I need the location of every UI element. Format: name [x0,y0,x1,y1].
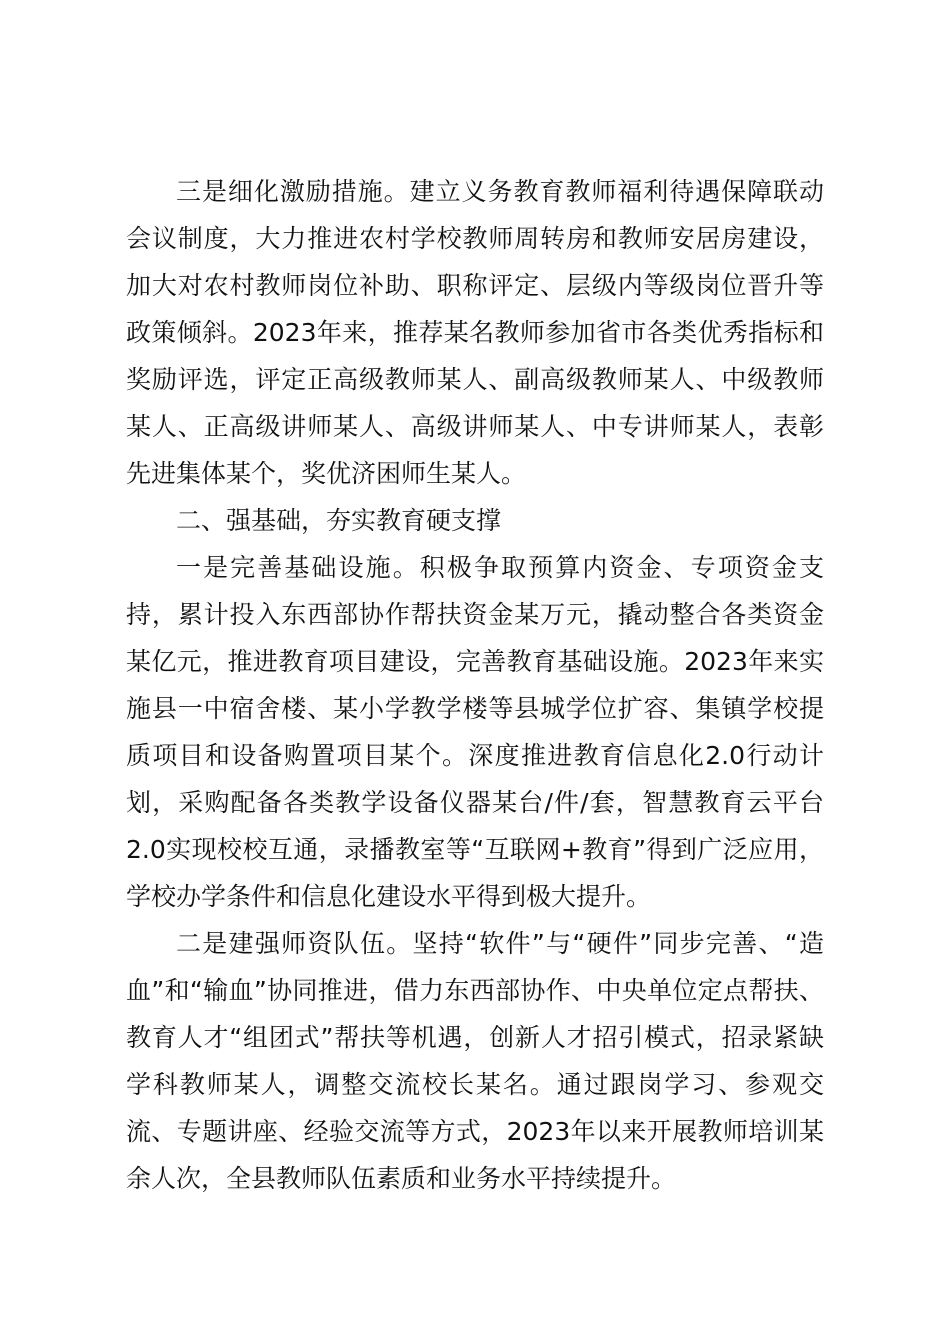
paragraph-incentive-measures: 三是细化激励措施。建立义务教育教师福利待遇保障联动会议制度，大力推进农村学校教师周转房和教师安居房建设，加大对农村教师岗位补助、职称评定、层级内等级岗位晋升等政策倾斜。2023年来，推荐某名教师参加省市各类优秀指标和奖励评选，评定正高级教师某人、副高级教师某人、中级教师某人、正高级讲师某人、高级讲师某人、中专讲师某人，表彰先进集体某个，奖优济困师生某人。 [126,177,824,488]
paragraph-infrastructure: 一是完善基础设施。积极争取预算内资金、专项资金支持，累计投入东西部协作帮扶资金某万元，撬动整合各类资金某亿元，推进教育项目建设，完善教育基础设施。2023年来实施县一中宿舍楼、某小学教学楼等县城学位扩容、集镇学校提质项目和设备购置项目某个。深度推进教育信息化2.0行动计划，采购配备各类教学设备仪器某台/件/套，智慧教育云平台2.0实现校校互通，录播教室等“互联网+教育”得到广泛应用，学校办学条件和信息化建设水平得到极大提升。 [126,553,824,911]
section-heading-infrastructure: 二、强基础，夯实教育硬支撑 [176,506,502,535]
document-body [126,168,824,1202]
paragraph-teaching-staff: 二是建强师资队伍。坚持“软件”与“硬件”同步完善、“造血”和“输血”协同推进，借力东西部协作、中央单位定点帮扶、教育人才“组团式”帮扶等机遇，创新人才招引模式，招录紧缺学科教师某人，调整交流校长某名。通过跟岗学习、参观交流、专题讲座、经验交流等方式，2023年以来开展教师培训某余人次，全县教师队伍素质和业务水平持续提升。 [126,929,824,1193]
